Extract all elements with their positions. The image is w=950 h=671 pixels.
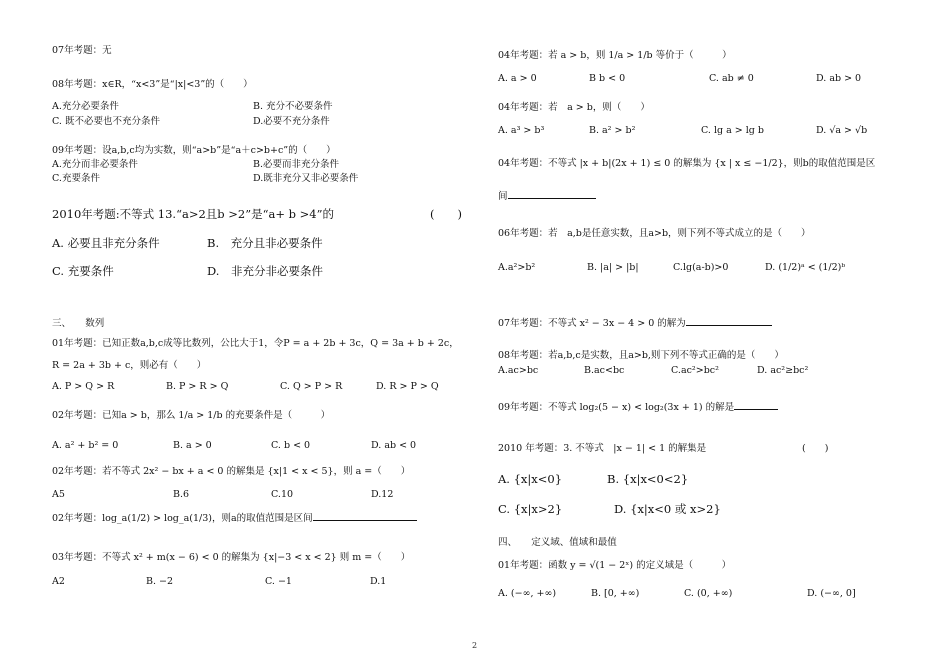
r-q09-line <box>498 400 778 414</box>
r-q04c-tail: 间 <box>498 191 508 202</box>
q08-stem: 08年考题：x∈R，“x<3”是“|x|<3”的（ ） <box>52 79 253 90</box>
q08-option-c: C. 既不必要也不充分条件 <box>52 116 160 127</box>
q2010-option-a: A. 必要且非充分条件 <box>52 236 160 250</box>
q01-option-c: C. Q > P > R <box>280 381 343 392</box>
q2010-stem: 2010年考题:不等式 13.“a>2且b >2”是“a+ b >4”的 <box>52 207 334 221</box>
q01-line1: 01年考题：已知正数a,b,c成等比数列，公比大于1，令P = a + 2b + 3c，Q = 3a + b + 2c， <box>52 338 459 349</box>
r-q06-option-a: A.a²>b² <box>498 262 536 273</box>
r-q08-stem: 08年考题：若a,b,c是实数，且a>b,则下列不等式正确的是（ ） <box>498 350 784 361</box>
q2010-option-d: D. 非充分非必要条件 <box>207 264 323 278</box>
q2010-option-b: B. 充分且非必要条件 <box>207 236 323 250</box>
q09-option-a: A.充分而非必要条件 <box>52 159 138 170</box>
q01-line2: R = 2a + 3b + c，则必有（ ） <box>52 360 207 371</box>
q01-option-d: D. R > P > Q <box>376 381 439 392</box>
r-q04a-option-d: D. ab > 0 <box>816 73 862 84</box>
r-q04a-option-a: A. a > 0 <box>498 73 537 84</box>
r-q04b-option-c: C. lg a > lg b <box>701 125 764 136</box>
r-q09-stem: 09年考题：不等式 log₂(5 − x) < log₂(3x + 1) 的解是 <box>498 402 735 413</box>
r-q08-option-b: B.ac<bc <box>584 365 625 376</box>
r-q2010-paren: ( ) <box>802 443 829 454</box>
q2010-paren: ( ) <box>430 207 462 221</box>
q03-option-b: B. −2 <box>146 576 174 587</box>
page-number: 2 <box>472 641 478 650</box>
q02b-option-d: D.12 <box>371 489 394 500</box>
r-q06-stem: 06年考题：若 a,b是任意实数，且a>b，则下列不等式成立的是（ ） <box>498 228 811 239</box>
q02b-option-a: A5 <box>52 489 65 500</box>
q09-option-b: B.必要而非充分条件 <box>253 159 340 170</box>
r-q08-option-c: C.ac²>bc² <box>671 365 719 376</box>
q01-option-b: B. P > R > Q <box>166 381 229 392</box>
q02a-option-a: A. a² + b² = 0 <box>52 440 119 451</box>
r-q04c-answer-blank[interactable] <box>508 189 596 199</box>
r-q04b-option-d: D. √a > √b <box>816 125 868 136</box>
section-4-heading: 四、 定义域、值域和最值 <box>498 537 617 548</box>
r-q06-option-d: D. (1/2)ᵃ < (1/2)ᵇ <box>765 262 846 273</box>
r-q08-option-d: D. ac²≥bc² <box>757 365 809 376</box>
q02a-stem: 02年考题：已知a > b，那么 1/a > 1/b 的充要条件是（ ） <box>52 410 331 421</box>
r-q07-stem: 07年考题：不等式 x² − 3x − 4 > 0 的解为 <box>498 318 686 329</box>
r-q01-stem: 01年考题：函数 y = √(1 − 2ˣ) 的定义域是（ ） <box>498 560 732 571</box>
q02c-answer-blank[interactable] <box>313 511 417 521</box>
r-q06-option-c: C.lg(a-b)>0 <box>673 262 729 273</box>
q2010-option-c: C. 充要条件 <box>52 264 114 278</box>
q02c-line <box>52 511 417 525</box>
r-q01-option-a: A. (−∞, +∞) <box>498 588 557 599</box>
q08-option-a: A.充分必要条件 <box>52 101 119 112</box>
r-q04a-stem: 04年考题：若 a > b，则 1/a > 1/b 等价于（ ） <box>498 50 732 61</box>
r-q01-option-c: C. (0, +∞) <box>684 588 733 599</box>
q01-option-a: A. P > Q > R <box>52 381 115 392</box>
r-q07-answer-blank[interactable] <box>686 316 772 326</box>
r-q01-option-b: B. [0, +∞) <box>591 588 640 599</box>
q02a-option-c: C. b < 0 <box>271 440 311 451</box>
r-q2010-stem: 2010 年考题：3. 不等式 |x − 1| < 1 的解集是 <box>498 443 707 454</box>
q08-option-d: D.必要不充分条件 <box>253 116 330 127</box>
r-q2010-option-c: C. {x|x>2} <box>498 502 563 516</box>
r-q09-answer-blank[interactable] <box>734 400 778 410</box>
q09-option-d: D.既非充分又非必要条件 <box>253 173 359 184</box>
q02a-option-d: D. ab < 0 <box>371 440 417 451</box>
r-q2010-option-d: D. {x|x<0 或 x>2} <box>614 502 721 516</box>
r-q06-option-b: B. |a| > |b| <box>587 262 639 273</box>
r-q04c-line2 <box>498 189 596 203</box>
q07-2007: 07年考题：无 <box>52 45 112 56</box>
r-q04b-option-a: A. a³ > b³ <box>498 125 545 136</box>
q03-stem: 03年考题：不等式 x² + m(x − 6) < 0 的解集为 {x|−3 < x < 2} 则 m =（ ） <box>52 552 411 563</box>
q03-option-c: C. −1 <box>265 576 292 587</box>
r-q2010-option-a: A. {x|x<0} <box>498 472 563 486</box>
r-q07-line <box>498 316 772 330</box>
q09-option-c: C.充要条件 <box>52 173 100 184</box>
r-q01-option-d: D. (−∞, 0] <box>807 588 856 599</box>
q02c-stem: 02年考题：log_a(1/2) > log_a(1/3)，则a的取值范围是区间 <box>52 513 313 524</box>
q08-option-b: B. 充分不必要条件 <box>253 101 333 112</box>
r-q04c-line1: 04年考题：不等式 |x + b|(2x + 1) ≤ 0 的解集为 {x | x ≤ −1/2}，则b的取值范围是区 <box>498 158 876 169</box>
q09-stem: 09年考题：设a,b,c均为实数，则“a>b”是“a＋c>b+c”的（ ） <box>52 145 336 156</box>
r-q04b-stem: 04年考题：若 a > b，则（ ） <box>498 102 650 113</box>
r-q2010-option-b: B. {x|x<0<2} <box>607 472 689 486</box>
q03-option-a: A2 <box>52 576 65 587</box>
q02b-option-c: C.10 <box>271 489 294 500</box>
q02a-option-b: B. a > 0 <box>173 440 212 451</box>
r-q04a-option-b: B b < 0 <box>589 73 626 84</box>
section-3-heading: 三、 数列 <box>52 318 105 329</box>
q02b-option-b: B.6 <box>173 489 190 500</box>
r-q04a-option-c: C. ab ≠ 0 <box>709 73 754 84</box>
r-q04b-option-b: B. a² > b² <box>589 125 636 136</box>
q03-option-d: D.1 <box>370 576 387 587</box>
q02b-stem: 02年考题：若不等式 2x² − bx + a < 0 的解集是 {x|1 < x < 5}，则 a =（ ） <box>52 466 411 477</box>
r-q08-option-a: A.ac>bc <box>498 365 539 376</box>
